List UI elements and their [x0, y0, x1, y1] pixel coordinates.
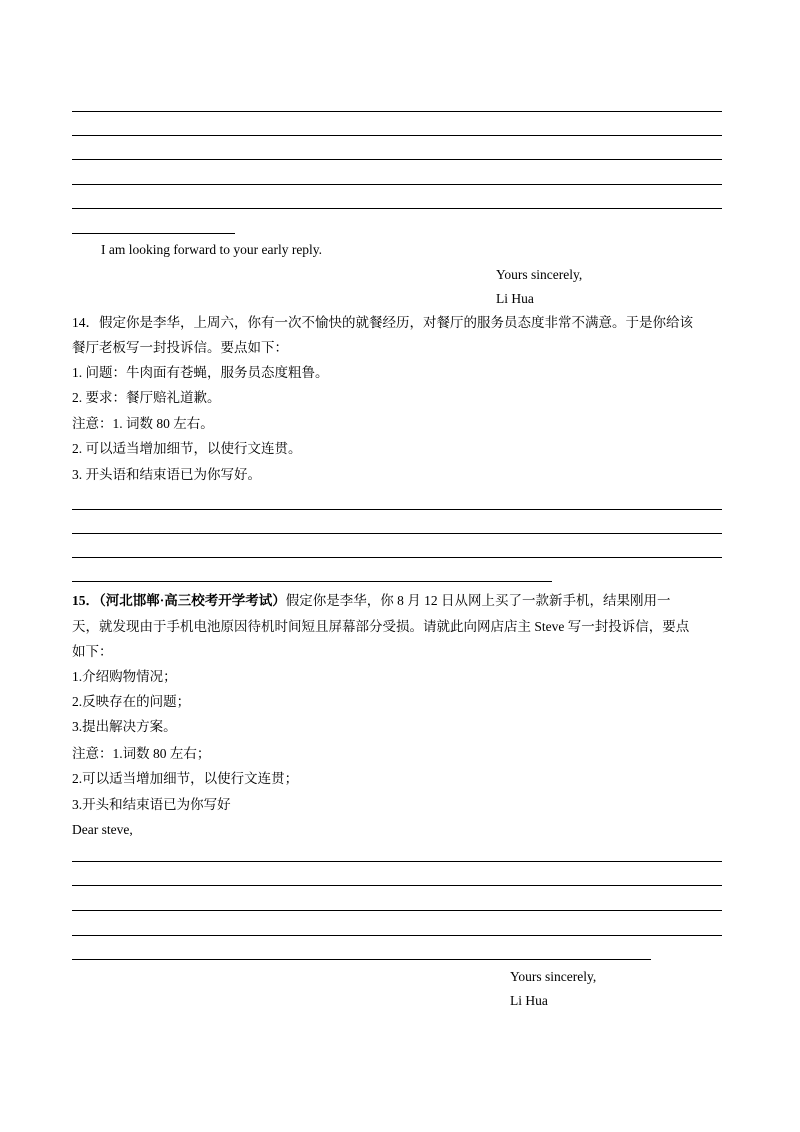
writing-line	[72, 533, 722, 534]
writing-line	[72, 861, 722, 862]
writing-line	[72, 910, 722, 911]
writing-line	[72, 184, 722, 185]
q15-source: （河北邯郸·高三校考开学考试）	[99, 593, 286, 608]
writing-line-short	[72, 959, 651, 960]
q15-greeting: Dear steve,	[72, 822, 133, 837]
q14-note: 2. 可以适当增加细节，以使行文连贯。	[72, 441, 302, 456]
letter-closing-line: I am looking forward to your early reply.	[101, 242, 323, 257]
q15-prompt-line2: 天，就发现由于手机电池原因待机时间短且屏幕部分受损。请就此向网店店主 Steve 写一封投诉信，要点	[72, 619, 690, 634]
q14-point: 1. 问题：牛肉面有苍蝇，服务员态度粗鲁。	[72, 365, 329, 380]
letter-sign-off: Yours sincerely,	[496, 267, 583, 282]
q15-sign-off: Yours sincerely,	[510, 969, 597, 984]
q15-point: 3.提出解决方案。	[72, 719, 177, 734]
q14-note: 注意：1. 词数 80 左右。	[72, 416, 214, 431]
q15-note: 2.可以适当增加细节，以使行文连贯；	[72, 771, 299, 786]
q14-number: 14．	[72, 315, 99, 330]
writing-line	[72, 885, 722, 886]
writing-line	[72, 208, 722, 209]
letter-signature: Li Hua	[496, 291, 534, 306]
q14-prompt-line2: 餐厅老板写一封投诉信。要点如下：	[72, 340, 288, 355]
q14-prompt-line1	[72, 314, 693, 332]
writing-line	[72, 159, 722, 160]
writing-line	[72, 557, 722, 558]
writing-line	[72, 111, 722, 112]
writing-line	[72, 135, 722, 136]
q15-point: 1.介绍购物情况；	[72, 669, 177, 684]
writing-line-short	[72, 581, 552, 582]
writing-line	[72, 935, 722, 936]
q15-note: 3.开头和结束语已为你写好	[72, 797, 231, 812]
q15-prompt-line3: 如下：	[72, 644, 113, 659]
writing-line	[72, 509, 722, 510]
q14-prompt-text: 假定你是李华，上周六，你有一次不愉快的就餐经历，对餐厅的服务员态度非常不满意。于是你给该	[99, 315, 693, 330]
q14-note: 3. 开头语和结束语已为你写好。	[72, 467, 261, 482]
q14-point: 2. 要求：餐厅赔礼道歉。	[72, 390, 221, 405]
q15-point: 2.反映存在的问题；	[72, 694, 191, 709]
q15-signature: Li Hua	[510, 993, 548, 1008]
writing-line-short	[72, 233, 235, 234]
q15-number: 15．	[72, 593, 99, 608]
q15-prompt-text: 假定你是李华，你 8 月 12 日从网上买了一款新手机，结果刚用一	[285, 593, 671, 608]
q15-note: 注意：1.词数 80 左右；	[72, 746, 211, 761]
q15-prompt-line1	[72, 592, 671, 610]
